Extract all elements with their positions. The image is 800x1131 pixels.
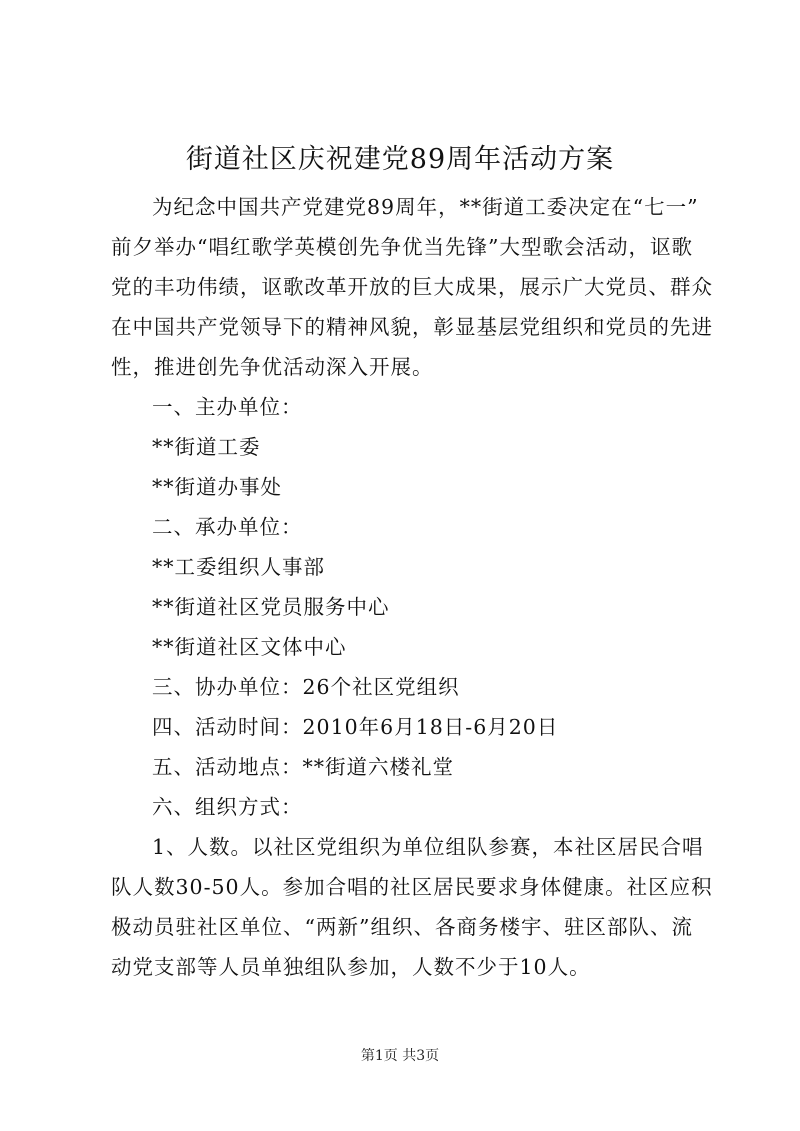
list-item: **街道社区文体中心: [152, 635, 347, 659]
document-body: [111, 187, 713, 987]
list-item: **街道办事处: [152, 475, 282, 499]
section-heading-organization: 六、组织方式：: [152, 795, 303, 819]
paragraph-line: 动党支部等人员单独组队参加，人数不少于10人。: [111, 955, 591, 979]
paragraph-line: 性，推进创先争优活动深入开展。: [111, 355, 434, 379]
paragraph-line: 为纪念中国共产党建党89周年，**街道工委决定在“七一”: [152, 195, 699, 219]
paragraph-line: 党的丰功伟绩，讴歌改革开放的巨大成果，展示广大党员、群众: [111, 275, 713, 299]
document-title: 街道社区庆祝建党89周年活动方案: [185, 144, 615, 175]
paragraph-line: 极动员驻社区单位、“两新”组织、各商务楼宇、驻区部队、流: [111, 915, 693, 939]
paragraph-line: 1、人数。以社区党组织为单位组队参赛，本社区居民合唱: [152, 835, 704, 859]
paragraph-line: 前夕举办“唱红歌学英模创先争优当先锋”大型歌会活动，讴歌: [111, 235, 693, 259]
section-heading-time: 四、活动时间：2010年6月18日-6月20日: [152, 715, 559, 739]
paragraph-line: 队人数30-50人。参加合唱的社区居民要求身体健康。社区应积: [111, 875, 713, 899]
section-heading-co-organizer: 三、协办单位：26个社区党组织: [152, 675, 460, 699]
section-heading-undertaker: 二、承办单位：: [152, 515, 303, 539]
paragraph-line: 在中国共产党领导下的精神风貌，彰显基层党组织和党员的先进: [111, 315, 713, 339]
page-number-footer: 第1页 共3页: [360, 1048, 440, 1064]
section-heading-location: 五、活动地点：**街道六楼礼堂: [152, 755, 454, 779]
section-heading-organizer: 一、主办单位：: [152, 395, 303, 419]
list-item: **街道工委: [152, 435, 261, 459]
list-item: **工委组织人事部: [152, 555, 325, 579]
list-item: **街道社区党员服务中心: [152, 595, 390, 619]
